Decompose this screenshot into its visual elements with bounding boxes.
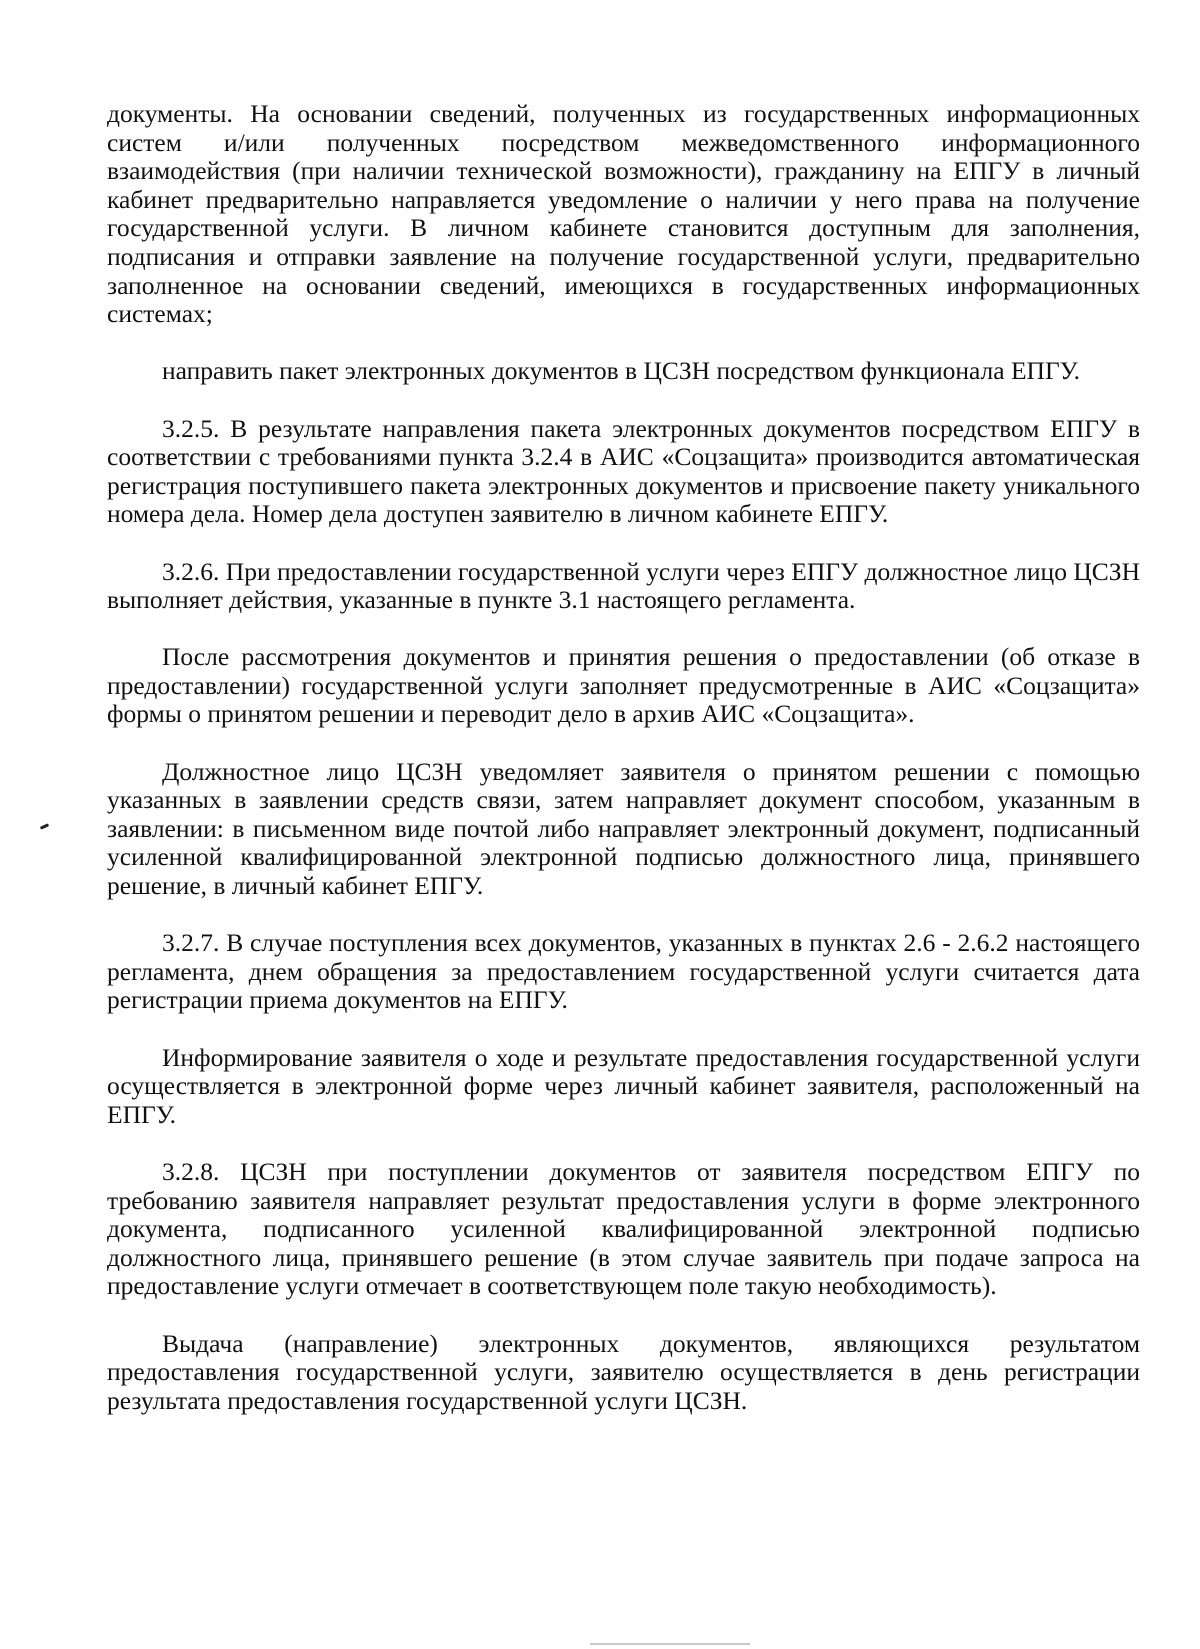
paragraph-3-2-7: 3.2.7. В случае поступления всех документов, указанных в пунктах 2.6 - 2.6.2 настоящего регламента, днем обращения за предоставлением государственной услуги считается дата регистрации приема документов на ЕПГУ. xyxy=(107,928,1140,1015)
paragraph-issuance: Выдача (направление) электронных документов, являющихся результатом предоставления государственной услуги, заявителю осуществляется в день регистрации результата предоставления государственной услуги ЦСЗН. xyxy=(107,1328,1140,1415)
paragraph-after-review: После рассмотрения документов и принятия решения о предоставлении (об отказе в предоставлении) государственной услуги заполняет предусмотренные в АИС «Соцзащита» формы о принятом решении и переводит дело в архив АИС «Соцзащита». xyxy=(107,642,1140,729)
paragraph-3-2-8: 3.2.8. ЦСЗН при поступлении документов от заявителя посредством ЕПГУ по требованию заявителя направляет результат предоставления услуги в форме электронного документа, подписанного усиленной квалифицированной электронной подписью должностного лица, принявшего решение (в этом случае заявитель при подаче запроса на предоставление услуги отмечает в соответствующем поле такую необходимость). xyxy=(107,1156,1140,1301)
paragraph-official-notifies: Должностное лицо ЦСЗН уведомляет заявителя о принятом решении с помощью указанных в заявлении средств связи, затем направляет документ способом, указанным в заявлении: в письменном виде почтой либо направляет электронный документ, подписанный усиленной квалифицированной электронной подписью должностного лица, принявшего решение, в личный кабинет ЕПГУ. xyxy=(107,756,1140,901)
document-body xyxy=(107,100,1140,1415)
paragraph-continuation: документы. На основании сведений, полученных из государственных информационных систем и/или полученных посредством межведомственного информационного взаимодействия (при наличии технической возможности), гражданину на ЕПГУ в личный кабинет предварительно направляется уведомление о наличии у него права на получение государственной услуги. В личном кабинете становится доступным для заполнения, подписания и отправки заявление на получение государственной услуги, предварительно заполненное на основании сведений, имеющихся в государственных информационных системах; xyxy=(107,99,1140,329)
scan-edge-mark xyxy=(590,1643,750,1645)
paragraph-3-2-6: 3.2.6. При предоставлении государственной услуги через ЕПГУ должностное лицо ЦСЗН выполняет действия, указанные в пункте 3.1 настоящего регламента. xyxy=(107,556,1140,615)
paragraph-3-2-5: 3.2.5. В результате направления пакета электронных документов посредством ЕПГУ в соответствии с требованиями пункта 3.2.4 в АИС «Соцзащита» производится автоматическая регистрация поступившего пакета электронных документов и присвоение пакету уникального номера дела. Номер дела доступен заявителю в личном кабинете ЕПГУ. xyxy=(107,413,1140,529)
scan-speck xyxy=(40,823,49,830)
paragraph-send-package: направить пакет электронных документов в ЦСЗН посредством функционала ЕПГУ. xyxy=(162,356,1080,386)
paragraph-informing: Информирование заявителя о ходе и результате предоставления государственной услуги осуществляется в электронной форме через личный кабинет заявителя, расположенный на ЕПГУ. xyxy=(107,1042,1140,1129)
